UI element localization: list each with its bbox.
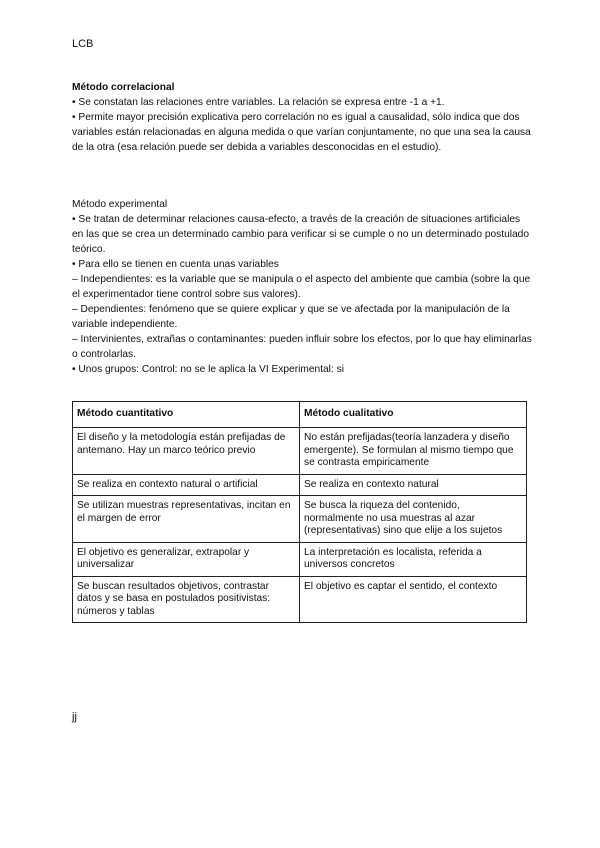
table-row xyxy=(73,474,527,496)
paragraph: • Se tratan de determinar relaciones causa-efecto, a través de la creación de situaciones artificiales en las que se crea un determinado cambio para verificar si se cumple o no un determinado postulado teórico. xyxy=(72,214,530,255)
table-row xyxy=(73,542,527,576)
paragraph: • Unos grupos: Control: no se le aplica la VI Experimental: si xyxy=(72,364,344,375)
table-row xyxy=(73,576,527,623)
column-header-quantitative: Método cuantitativo xyxy=(73,402,300,428)
page-header: LCB xyxy=(72,38,94,50)
table-cell: No están prefijadas(teoría lanzadera y diseño emergente). Se formulan al mismo tiempo que se contrasta empiricamente xyxy=(300,428,527,475)
table-row xyxy=(73,496,527,543)
section-title: Método experimental xyxy=(72,199,168,210)
table-cell: Se realiza en contexto natural xyxy=(300,474,527,496)
paragraph: – Intervinientes, extrañas o contaminantes: pueden influir sobre los efectos, por lo que hay eliminarlas o controlarlas. xyxy=(72,334,532,360)
paragraph: – Dependientes: fenómeno que se quiere explicar y que se ve afectada por la manipulación de la variable independiente. xyxy=(72,304,510,330)
paragraph: • Se constatan las relaciones entre variables. La relación se expresa entre -1 a +1. xyxy=(72,97,445,108)
paragraph: • Permite mayor precisión explicativa pero correlación no es igual a causalidad, sólo indica que dos variables están relacionadas en alguna medida o que varían conjuntamente, no que una sea la causa de la otra (esa relación puede ser debida a variables desconocidas en el estudio). xyxy=(72,112,531,153)
paragraph: • Para ello se tienen en cuenta unas variables xyxy=(72,259,279,270)
comparison-table xyxy=(72,401,527,623)
table-cell: La interpretación es localista, referida a universos concretos xyxy=(300,542,527,576)
paragraph: – Independientes: es la variable que se manipula o el aspecto del ambiente que cambia (sobre la que el experimentador tiene control sobre sus valores). xyxy=(72,274,531,300)
table-cell: Se realiza en contexto natural o artificial xyxy=(73,474,300,496)
section-experimental xyxy=(72,197,532,377)
table-cell: El diseño y la metodología están prefijadas de antemano. Hay un marco teórico previo xyxy=(73,428,300,475)
table-cell: El objetivo es generalizar, extrapolar y universalizar xyxy=(73,542,300,576)
table-header-row xyxy=(73,402,527,428)
table-cell: Se buscan resultados objetivos, contrastar datos y se basa en postulados positivistas: números y tablas xyxy=(73,576,300,623)
table-cell: Se utilizan muestras representativas, incitan en el margen de error xyxy=(73,496,300,543)
table-cell: Se busca la riqueza del contenido, normalmente no usa muestras al azar (representativas) sino que elije a los sujetos xyxy=(300,496,527,543)
column-header-qualitative: Método cualitativo xyxy=(300,402,527,428)
table-cell: El objetivo es captar el sentido, el contexto xyxy=(300,576,527,623)
section-title: Método correlacional xyxy=(72,82,175,93)
section-correlational xyxy=(72,80,532,155)
page-footer: jj xyxy=(72,711,77,723)
table-row xyxy=(73,428,527,475)
